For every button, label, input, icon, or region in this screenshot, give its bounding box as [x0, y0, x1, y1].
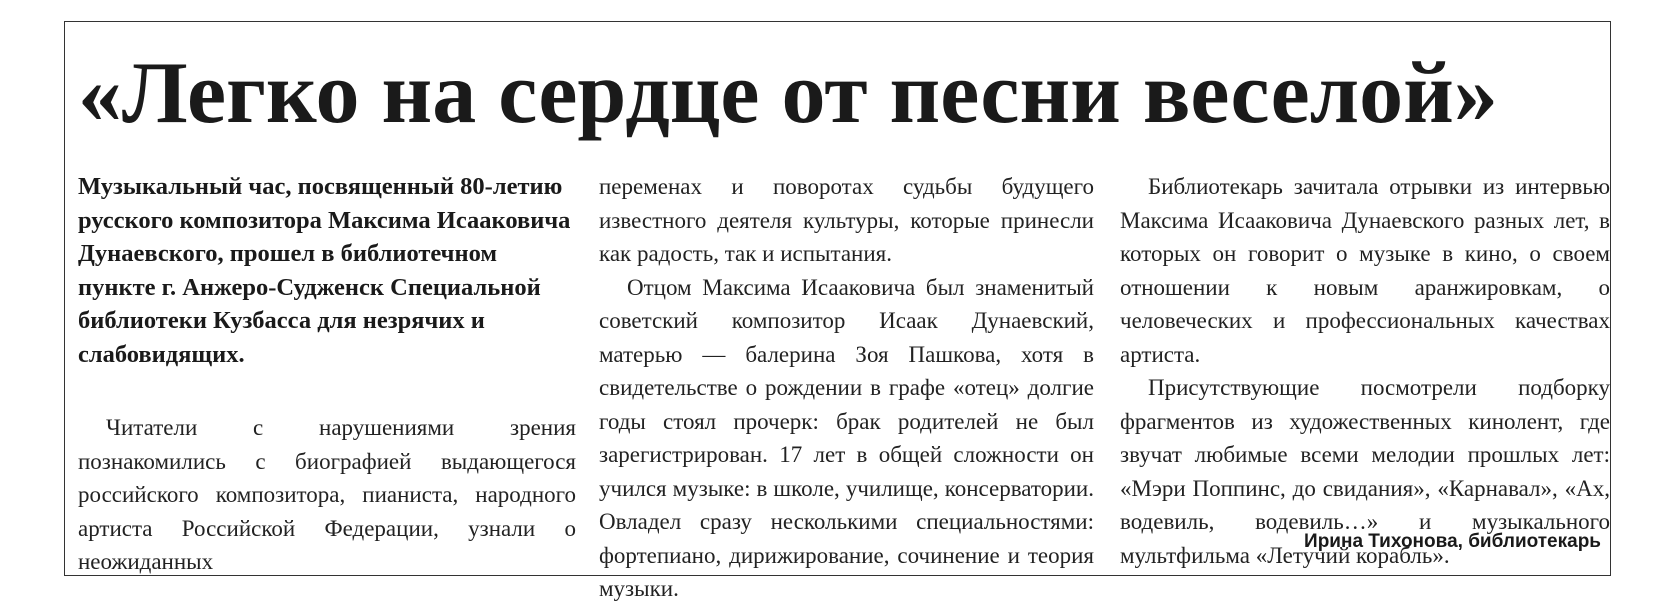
article-headline: «Легко на сердце от песни веселой»	[78, 45, 1498, 142]
column-1-body	[78, 411, 576, 579]
article-column-3	[1120, 170, 1610, 572]
article-byline: Ирина Тихонова, библиотекарь	[1304, 531, 1601, 552]
article-column-1	[78, 170, 576, 579]
article-paragraph: переменах и поворотах судьбы будущего известного деятеля культуры, которые принесли как радость, так и испытания.	[599, 174, 1094, 266]
article-paragraph: Библиотекарь зачитала отрывки из интервью Максима Исааковича Дунаевского разных лет, в которых он говорит о музыке в кино, о своем отношении к новым аранжировкам, о человеческих и профессиональных качествах артиста.	[1120, 174, 1610, 367]
article-paragraph: Отцом Максима Исааковича был знаменитый советский композитор Исаак Дунаевский, матерью — балерина Зоя Пашкова, хотя в свидетельстве о рождении в графе «отец» долгие годы стоял прочерк: брак родителей не был зарегистрирован. 17 лет в общей сложности он учился музыке: в школе, училище, консерватории. Овладел сразу несколькими специальностями: фортепиано, дирижирование, сочинение и теория музыки.	[599, 274, 1094, 601]
article-paragraph: Читатели с нарушениями зрения познакомились с биографией выдающегося российского композитора, пианиста, народного артиста Российской Федерации, узнали о неожиданных	[78, 415, 576, 574]
article-lead: Музыкальный час, посвященный 80-летию русского композитора Максима Исааковича Дунаевского, прошел в библиотечном пункте г. Анжеро-Судженск Специальной библиотеки Кузбасса для незрячих и слабовидящих.	[78, 173, 571, 368]
article-column-2	[599, 170, 1094, 606]
article-paragraph: Присутствующие посмотрели подборку фрагментов из художественных кинолент, где звучат любимые всеми мелодии прошлых лет: «Мэри Поппинс, до свидания», «Карнавал», «Ах, водевиль, водевиль…» и музыкального мультфильма «Летучий корабль».	[1120, 375, 1610, 568]
